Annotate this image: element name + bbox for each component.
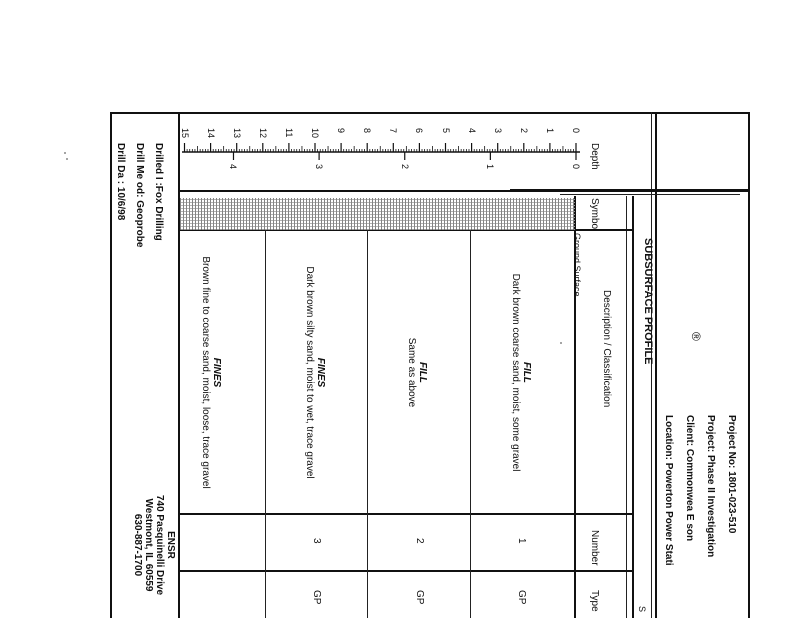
depth-ft-label: 10 [310, 128, 320, 139]
symbol-header: Symbol [589, 198, 600, 232]
symbol-hatch-pattern [180, 198, 575, 230]
depth-ft-label: 8 [362, 128, 373, 134]
sample-number-1: 1 [516, 538, 527, 544]
drill-date: Drill Da : 10/6/98 [115, 143, 126, 221]
drill-method: Drill Me od: Geoprobe [134, 143, 145, 248]
layer-2-description [406, 235, 428, 510]
drilled-by: Drilled I :Fox Drilling [153, 143, 164, 241]
depth-m-label: 3 [314, 164, 325, 170]
sample-number-3: 3 [311, 538, 322, 544]
layer-4-name: FINES [211, 357, 222, 388]
depth-ft-label: 3 [492, 128, 503, 134]
depth-scale [178, 112, 580, 192]
layer-2-text: Same as above [406, 337, 417, 408]
layer-1-description [510, 235, 532, 510]
depth-m-label: 0 [571, 164, 581, 170]
depth-ft-label: 1 [544, 128, 555, 134]
depth-header: Depth [589, 143, 600, 170]
layer-1-text: Dark brown coarse sand, moist, some gravel [510, 273, 521, 472]
layer-4-text: Brown fine to coarse sand, moist, loose, trace gravel [200, 256, 211, 489]
frame-left-line [110, 112, 112, 618]
depth-ft-label: 14 [205, 128, 216, 139]
client-name: Client: Commonwea E son [684, 415, 695, 542]
project-number: Project No: 1801-023-510 [726, 415, 737, 534]
company-block [132, 480, 176, 610]
depth-m-label: 2 [399, 164, 410, 170]
depth-ft-label: 7 [388, 128, 399, 134]
desc-number-separator [178, 513, 632, 515]
location: Location: Powerton Power Stati [663, 415, 674, 566]
company-address-2: Westmont, IL 60559 [143, 498, 154, 592]
sample-number-2: 2 [414, 538, 425, 544]
depth-ft-label: 13 [231, 128, 242, 139]
registered-mark-icon: ® [689, 332, 703, 341]
company-address-1: 740 Pasquinelli Drive [154, 494, 165, 596]
layer-boundary-2 [367, 229, 368, 618]
number-header: Number [589, 530, 600, 566]
depth-ft-label: 6 [414, 128, 425, 134]
layer-3-text: Dark brown silty sand, moist to wet, trace gravel [304, 266, 315, 479]
layer-2-name: FILL [417, 361, 428, 384]
scan-artifact-bar-2 [560, 194, 740, 195]
description-header: Description / Classification [601, 290, 612, 408]
number-type-separator [178, 570, 632, 572]
profile-title-divider [632, 196, 634, 618]
scan-speck [64, 152, 66, 154]
sample-type-1: GP [516, 590, 527, 605]
depth-ft-label: 11 [283, 128, 294, 138]
company-phone: 630-887-1700 [132, 513, 143, 577]
ground-surface-label: Ground Surface [572, 233, 582, 297]
frame-right-line [748, 112, 750, 618]
layer-1-name: FILL [521, 361, 532, 384]
profile-title-divider-thin [626, 196, 627, 618]
scan-speck [66, 158, 68, 160]
sample-type-3: GP [311, 590, 322, 605]
depth-ft-label: 15 [179, 128, 190, 139]
profile-title: SUBSURFACE PROFILE [642, 238, 654, 365]
depth-ft-label: 4 [466, 128, 477, 134]
project-name: Project: Phase II Investigation [705, 415, 716, 558]
layer-3-description [304, 235, 326, 510]
layer-3-name: FINES [315, 357, 326, 388]
page-marker: S [637, 606, 647, 613]
depth-m-label: 1 [485, 164, 496, 170]
layer-boundary-3 [265, 229, 266, 618]
company-name: ENSR [165, 531, 176, 559]
layer-boundary-1 [470, 229, 471, 618]
depth-ft-label: 0 [571, 128, 581, 134]
layer-4-description [200, 235, 222, 510]
header-divider [655, 112, 657, 618]
depth-ft-label: 9 [336, 128, 347, 134]
scan-speck [560, 342, 562, 344]
header-divider-thin [651, 112, 652, 618]
depth-ft-label: 12 [257, 128, 268, 139]
depth-ft-label: 2 [518, 128, 529, 134]
depth-ft-label: 5 [440, 128, 451, 134]
sample-type-2: GP [414, 590, 425, 605]
depth-m-label: 4 [228, 164, 239, 170]
type-header: Type [589, 590, 600, 612]
